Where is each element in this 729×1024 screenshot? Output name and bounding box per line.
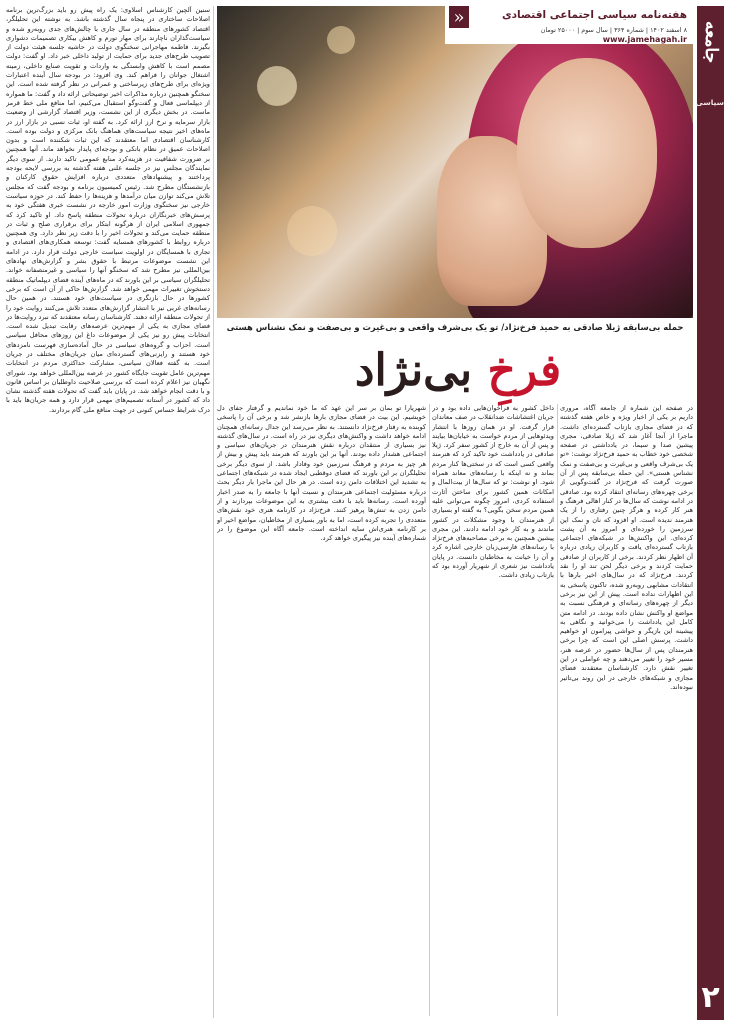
masthead [445,6,693,44]
quote-icon: « [449,6,469,28]
article-kicker: حمله بی‌سابقه ژیلا صادقی به حمید فرخ‌نژاد/ تو یک بی‌شرف واقعی و بی‌غیرت و بی‌صفت و نمک نشناس هستی [226,322,684,332]
photo-face [517,58,657,248]
brand-logo: جامعه [701,20,721,64]
article-column-middle: داخل کشور به فراخوان‌هایی داده بود و در جریان اغتشاشات ضدانقلاب در صف معاندان قرار گرفت. او در همان روزها با انتشار ویدئوهایی از مردم خواست به خیابان‌ها بیایند و پس از آن به خارج از کشور سفر کرد. ژیلا صادقی در یادداشت خود تاکید کرد که هنرمند واقعی کسی است که در سختی‌ها کنار مردم بماند و نه اینکه با رسانه‌های معاند همراه شود. او نوشت: تو که سال‌ها از بیت‌المال و امکانات همین کشور برای ساختن آثارت استفاده کردی، امروز چگونه می‌توانی علیه همین مردم سخن بگویی؟ به گفته او بسیاری از هنرمندان با وجود مشکلات در کشور ماندند و به کار خود ادامه دادند. این مجری پیشین همچنین به برخی مصاحبه‌های فرخ‌نژاد با رسانه‌های فارسی‌زبان خارجی اشاره کرد و آن را خیانت به مخاطبان دانست. در پایان یادداشت نیز شعری از شهریار آورده بود که بازتاب زیادی داشت. [432,404,554,580]
article-column-right: در صفحه این شماره از جامعه آگاه، مروری داریم بر یکی از اخبار ویژه و خاص هفته گذشته که در فضای مجازی بازتاب گسترده‌ای داشت. ماجرا از آنجا آغاز شد که ژیلا صادقی، مجری پیشین صدا و سیما، در یادداشتی در صفحه شخصی خود خطاب به حمید فرخ‌نژاد نوشت: «تو یک بی‌شرف واقعی و بی‌غیرت و بی‌صفت و نمک نشناس هستی». این حمله بی‌سابقه پس از آن صورت گرفت که فرخ‌نژاد در گفت‌وگویی از برخی چهره‌های رسانه‌ای انتقاد کرده بود. صادقی در ادامه نوشت که سال‌ها در کنار اهالی فرهنگ و هنر کار کرده و هرگز چنین رفتاری را از یک هنرمند ندیده است. او افزود که نان و نمک این سرزمین را خورده‌ای و امروز به آن پشت کرده‌ای. این واکنش‌ها در شبکه‌های اجتماعی بازتاب گسترده‌ای یافت و کاربران زیادی درباره آن اظهار نظر کردند. برخی از کاربران از صادقی حمایت کردند و برخی دیگر لحن تند او را نقد کردند. فرخ‌نژاد که در سال‌های اخیر بارها با انتقادات مشابهی روبه‌رو شده، تاکنون پاسخی به این اظهارات نداده است. پیش از این نیز برخی دیگر از چهره‌های رسانه‌ای و فرهنگی نسبت به مواضع او واکنش نشان داده بودند. در ادامه متن کامل این یادداشت را می‌خوانید و نگاهی به پیشینه این بازیگر و حواشی پیرامون او خواهیم داشت. پرسش اصلی این است که چرا برخی هنرمندان پس از سال‌ها حضور در عرصه هنر، مسیر خود را تغییر می‌دهند و چه عواملی در این تغییر نقش دارد. کارشناسان معتقدند فضای مجازی و شبکه‌های خارجی در این روند بی‌تاثیر نبوده‌اند. [560,404,693,691]
article-title [300,340,616,402]
title-word-first: فرخِ [487,345,562,396]
brand-strip [697,6,724,1020]
section-label: سیاسی [695,98,724,107]
article-photo [217,6,693,318]
column-divider [213,6,214,1018]
column-divider [429,404,430,1016]
photo-bokeh-light [257,66,297,106]
left-news-column: سنین آلچین کارشناس اسلاوی: یک راه پیش رو باید بزرگ‌ترین برنامه اصلاحات ساختاری در پنجاه سال گذشته باشد. به نوشته این تحلیلگر، اقتصاد کشورهای منطقه در سال جاری با چالش‌های جدی روبه‌رو شده و سیاست‌گذاران ناچارند برای مهار تورم و کاهش بیکاری تصمیمات دشواری بگیرند. فاطمه مهاجرانی سخنگوی دولت در حاشیه جلسه هیئت دولت از تصویب طرح‌های جدید برای حمایت از تولید داخلی خبر داد. او گفت: دولت مصمم است با کاهش وابستگی به واردات و تقویت صنایع داخلی، زمینه اشتغال جوانان را فراهم کند. وی افزود: در بودجه سال آینده اعتبارات ویژه‌ای برای طرح‌های زیرساختی و عمرانی در نظر گرفته شده است. این سخنگو همچنین درباره مذاکرات اخیر توضیحاتی ارائه داد و گفت: ما همواره از دیپلماسی فعال و گفت‌وگو استقبال می‌کنیم، اما منافع ملی خط قرمز ماست. در بخش دیگری از این نشست، وزیر اقتصاد گزارشی از وضعیت بازار سرمایه و نرخ ارز ارائه کرد. به گفته او، ثبات نسبی در بازار ارز در ماه‌های اخیر نتیجه سیاست‌های هماهنگ بانک مرکزی و دولت بوده است. کارشناسان اقتصادی اما معتقدند که این ثبات شکننده است و بدون اصلاحات عمیق در نظام بانکی و بودجه‌ای پایدار نخواهد ماند. آنها همچنین بر ضرورت شفافیت در هزینه‌کرد منابع عمومی تاکید دارند. از سوی دیگر نمایندگان مجلس نیز در جلسه علنی هفته گذشته به بررسی لایحه بودجه پرداختند و پیشنهادهای متعددی درباره افزایش حقوق کارکنان و بازنشستگان مطرح شد. رئیس کمیسیون برنامه و بودجه گفت که مجلس تلاش می‌کند توازن میان درآمدها و هزینه‌ها را حفظ کند. در حوزه سیاست خارجی نیز سخنگوی وزارت امور خارجه در نشست خبری هفتگی خود به پرسش‌های خبرنگاران درباره تحولات منطقه پاسخ داد. او تاکید کرد که جمهوری اسلامی ایران از هرگونه ابتکار برای برقراری صلح و ثبات در منطقه حمایت می‌کند و تحولات اخیر را با دقت زیر نظر دارد. وی همچنین درباره روابط با کشورهای همسایه گفت: توسعه همکاری‌های اقتصادی و تجاری با همسایگان در اولویت سیاست خارجی دولت قرار دارد. در ادامه این نشست موضوعات مرتبط با حقوق بشر و گزارش‌های نهادهای بین‌المللی نیز مطرح شد که سخنگو آنها را سیاسی و غیرمنصفانه خواند. تحلیلگران سیاسی بر این باورند که در ماه‌های آینده فضای دیپلماتیک منطقه دستخوش تغییرات مهمی خواهد شد. گزارش‌ها حاکی از آن است که برخی کشورها در حال بازنگری در سیاست‌های خود هستند. در همین حال رسانه‌های غربی نیز با انتشار گزارش‌های متعدد تلاش می‌کنند روایت خود را از تحولات منطقه ارائه دهند. کارشناسان رسانه معتقدند که نبرد روایت‌ها در فضای مجازی به یکی از مهم‌ترین عرصه‌های رقابت تبدیل شده است. انتخابات پیش رو نیز یکی از موضوعات داغ این روزهای محافل سیاسی است. احزاب و گروه‌های سیاسی در حال آماده‌سازی فهرست نامزدهای خود هستند و رایزنی‌های گسترده‌ای میان جریان‌های مختلف در جریان است. به گفته فعالان سیاسی، مشارکت حداکثری مردم در انتخابات مهم‌ترین عامل تقویت جایگاه کشور در عرصه بین‌المللی خواهد بود. شورای نگهبان نیز اعلام کرده است که بررسی صلاحیت داوطلبان بر اساس قانون و با دقت انجام خواهد شد. در پایان باید گفت که تحولات هفته گذشته نشان داد که کشور در آستانه تصمیم‌های مهمی قرار دارد و همه جریان‌ها باید با درک شرایط حساس کنونی در جهت منافع ملی گام بردارند. [6,6,210,414]
publication-title: هفته‌نامه سیاسی اجتماعی اقتصادی [501,9,687,21]
column-divider [557,404,558,1016]
article-column-left: شهریارا تو بمان بر سر این عهد که ما خود نماندیم و گرفتار جفای دل خویشیم. این بیت در فضای مجازی بارها بازنشر شد و برخی آن را پاسخی کوبنده به رفتار فرخ‌نژاد دانستند. به نظر می‌رسد این جدال رسانه‌ای همچنان ادامه خواهد داشت و واکنش‌های دیگری نیز در راه است. در سال‌های گذشته نیز بسیاری از منتقدان درباره نقش هنرمندان در جریان‌های سیاسی و اجتماعی هشدار داده بودند. آنها بر این باورند که هنرمند باید پیش و بیش از هر چیز به مردم و فرهنگ سرزمین خود وفادار باشد. از سوی دیگر برخی تحلیلگران بر این باورند که فضای دوقطبی ایجاد شده در شبکه‌های اجتماعی به تشدید این اختلافات دامن زده است. در هر حال این ماجرا بار دیگر بحث درباره مسئولیت اجتماعی هنرمندان و نسبت آنها با جامعه را به صدر اخبار آورده است. رسانه‌ها باید با دقت بیشتری به این موضوعات بپردازند و از دامن زدن به تنش‌ها پرهیز کنند. فرخ‌نژاد در کارنامه هنری خود نقش‌های متعددی را تجربه کرده است، اما به باور بسیاری از مخاطبان، مواضع اخیر او بر کارنامه هنری‌اش سایه انداخته است. جامعه آگاه این موضوع را در شماره‌های آینده نیز پیگیری خواهد کرد. [217,404,426,543]
photo-bokeh-light [327,26,355,54]
page-number: ۲ [701,980,720,1015]
photo-bokeh-light [287,206,337,256]
issue-info: ۸ اسفند ۱۴۰۲ | شماره ۳۶۴ | سال سوم | ۲۵۰۰۰ تومان [540,26,687,34]
website-url[interactable]: www.jamehagah.ir [602,35,687,44]
title-word-second: بی‌نژاد [354,345,473,396]
